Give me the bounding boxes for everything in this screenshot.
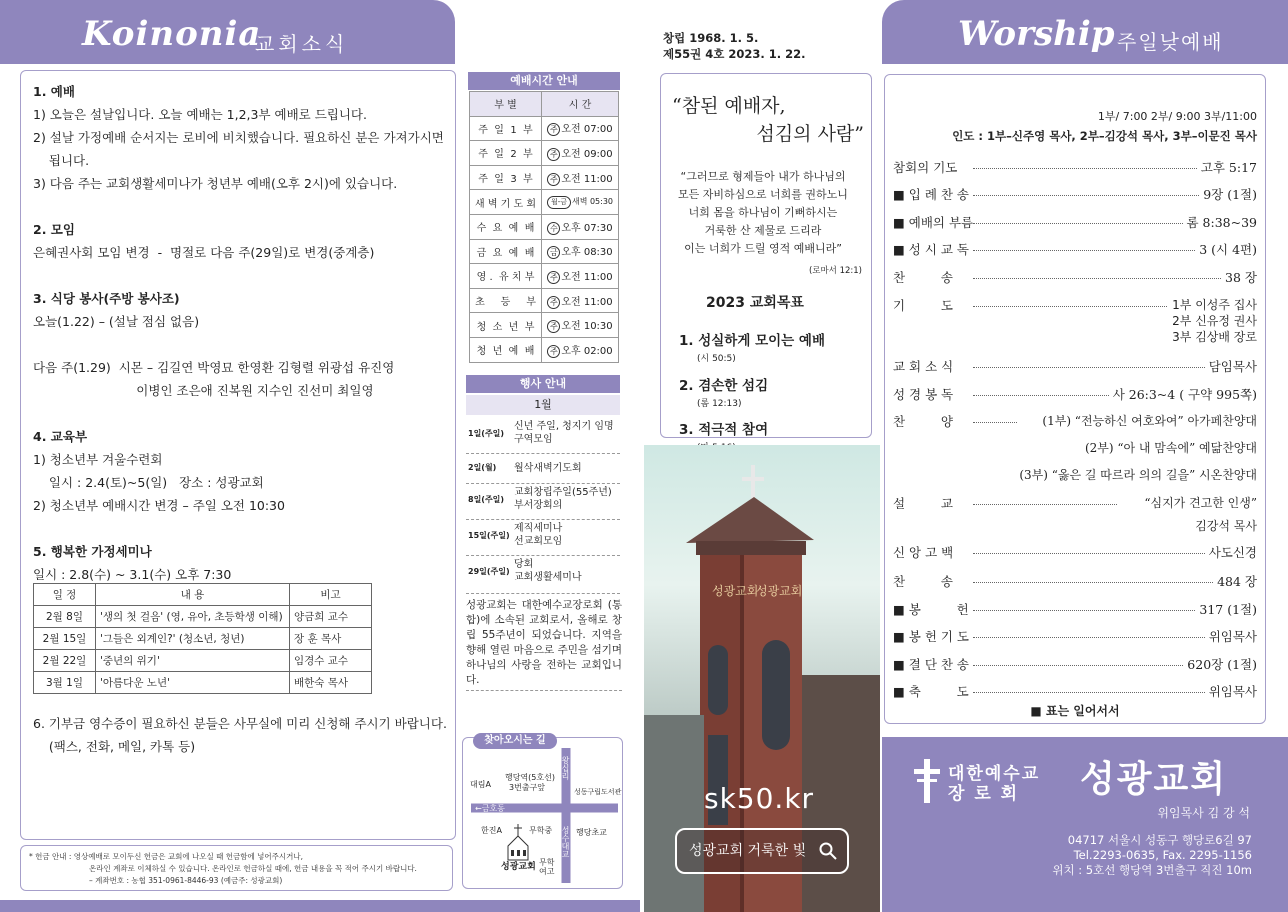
issue-info [663, 30, 805, 62]
cross-logo-icon [912, 759, 942, 803]
order-label: 설 교 [893, 496, 953, 511]
verse-reference: (로마서 12:1) [808, 266, 862, 276]
worship-order-item [893, 627, 1257, 645]
schedule-dept: 영 . 유 치 부 [470, 264, 542, 289]
order-value: 3 (시 4편) [1195, 240, 1257, 258]
worship-order-item [893, 655, 1257, 673]
theme-title [660, 92, 866, 148]
news-section-heading: 1. 예배 [33, 84, 75, 99]
order-label: 기 도 [893, 298, 953, 313]
praise-item: (3부) “옳은 길 따르라 의의 길을” 시온찬양대 [1019, 468, 1257, 482]
news-item: 다음 주(1.29) 시몬 – 김길연 박영묘 한영환 김형렬 위광섭 유진영 [33, 360, 395, 375]
praise-item: (2부) “아 내 맘속에” 예닮찬양대 [1084, 441, 1257, 455]
seminar-row [34, 628, 372, 650]
praise-item: (1부) “전능하신 여호와여” 아가페찬양대 [1042, 414, 1257, 428]
seminar-row [34, 606, 372, 628]
order-value: 롬 8:38~39 [1183, 213, 1258, 231]
event-date: 8일(주일) [468, 495, 505, 504]
church-name: 성광교회 [1080, 759, 1228, 800]
schedule-time-cell [542, 141, 619, 166]
event-line: 신년 주일, 청지기 임명 [514, 421, 614, 432]
tower-sign-right: 성광교회 [756, 584, 803, 598]
directions-title: 찾아오시는 길 [473, 733, 557, 749]
event-date: 1일(주일) [468, 429, 505, 438]
order-value: 9장 (1절) [1199, 185, 1257, 203]
verse-line: 이는 너희가 드릴 영적 예배니라” [684, 242, 842, 255]
event-date: 2일(월) [468, 463, 497, 472]
day-badge-icon: 주 [547, 173, 560, 186]
news-item: 일시 : 2.8(수) ~ 3.1(수) 오후 7:30 [33, 567, 232, 582]
event-row [466, 454, 620, 484]
seminar-date: 2월 15일 [34, 628, 96, 650]
service-leaders: 인도 : 1부–신주영 목사, 2부–김강석 목사, 3부–이문진 목사 [952, 129, 1257, 143]
order-label: ■ 봉 헌 기 도 [893, 629, 970, 644]
news-item: 이병인 조은애 진복원 지수인 진선미 최일영 [33, 383, 374, 398]
event-row [466, 556, 620, 594]
prayer-leader: 3부 김상배 장로 [1172, 330, 1257, 344]
stand-note: ■ 표는 일어서서 [1030, 704, 1120, 718]
divider [466, 690, 622, 691]
schedule-row [470, 116, 619, 141]
schedule-time-cell [542, 214, 619, 239]
order-value: 사 26:3~4 ( 구약 995쪽) [1109, 385, 1257, 403]
news-item: 2) 청소년부 예배시간 변경 – 주일 오전 10:30 [33, 498, 285, 513]
news-item: 3) 다음 주는 교회생활세미나가 청년부 예배(오후 2시)에 있습니다. [33, 176, 398, 191]
goal-item: 3. 적극적 참여 [679, 422, 769, 438]
news-item: 일시 : 2.4(토)~5(일) 장소 : 성광교회 [33, 475, 264, 490]
schedule-dept: 주 일 1 부 [470, 116, 542, 141]
verse-line: “그러므로 형제들아 내가 하나님의 [680, 170, 846, 183]
event-title: 행사 안내 [466, 375, 620, 393]
verse-line: 모든 자비하심으로 너희를 권하노니 [678, 188, 848, 201]
location-line: 위치 : 5호선 행당역 3번출구 직진 10m [1052, 863, 1252, 877]
order-label: 찬 양 [893, 414, 953, 429]
theme-title-line: “참된 예배자, [672, 95, 786, 117]
dot-leader [973, 278, 1257, 279]
event-line: 제직세미나 [514, 523, 563, 534]
order-value: 317 (1절) [1195, 600, 1257, 618]
scripture-verse [660, 168, 866, 258]
event-row [466, 484, 620, 520]
news-section-heading: 4. 교육부 [33, 429, 88, 444]
schedule-row [470, 288, 619, 313]
bottom-strip [0, 900, 640, 912]
worship-order-item [893, 600, 1257, 618]
dot-leader [973, 306, 1167, 307]
order-label: ■ 예배의 부름 [893, 215, 974, 230]
event-line: 선교회모임 [514, 536, 563, 547]
address-line: 04717 서울시 성동구 행당로6길 97 [1067, 833, 1252, 847]
map-label: 왕십리 [561, 756, 570, 780]
day-badge-icon: 주 [547, 271, 560, 284]
goal-title: 2023 교회목표 [706, 295, 804, 311]
goal-item: 1. 성실하게 모이는 예배 [679, 333, 825, 349]
worship-order-item [893, 268, 1257, 286]
schedule-header-dept: 부 별 [470, 92, 542, 117]
prayer-leaders [1172, 297, 1257, 345]
map-label: 성동구립도서관 [574, 788, 622, 796]
koinonia-header [0, 0, 455, 64]
schedule-dept: 금 요 예 배 [470, 239, 542, 264]
event-text [514, 462, 582, 475]
worship-schedule-title: 예배시간 안내 [468, 72, 620, 90]
offering-note [20, 845, 453, 891]
schedule-dept: 주 일 2 부 [470, 141, 542, 166]
worship-order-item [893, 357, 1257, 375]
sermon-title: “심지가 견고한 인생” [1144, 496, 1257, 510]
family-seminar-table [33, 583, 372, 694]
day-badge-icon: 월-금 [547, 196, 571, 209]
seminar-speaker: 양금희 교수 [290, 606, 372, 628]
seminar-topic: '아름다운 노년' [96, 672, 290, 694]
map-label: 성수대교 [561, 826, 570, 858]
goal-ref: (시 50:5) [697, 354, 736, 364]
schedule-dept: 청 년 예 배 [470, 337, 542, 362]
day-badge-icon: 주 [547, 320, 560, 333]
schedule-row [470, 141, 619, 166]
seminar-date: 3월 1일 [34, 672, 96, 694]
verse-line: 너희 몸을 하나님이 기뻐하시는 [688, 206, 838, 219]
dot-leader [973, 422, 1017, 423]
schedule-dept: 초 등 부 [470, 288, 542, 313]
event-text [514, 486, 612, 512]
seminar-date: 2월 8일 [34, 606, 96, 628]
order-label: 신 앙 고 백 [893, 545, 954, 560]
denomination-line: 대한예수교 [948, 764, 1041, 784]
schedule-row [470, 190, 619, 215]
service-times: 1부/ 7:00 2부/ 9:00 3부/11:00 [1097, 110, 1257, 123]
seminar-speaker: 배한숙 목사 [290, 672, 372, 694]
order-label: ■ 입 례 찬 송 [893, 187, 970, 202]
event-line: 월삭새벽기도회 [514, 463, 582, 474]
event-date: 15일(주일) [468, 531, 510, 540]
order-value: 38 장 [1221, 268, 1257, 286]
worship-schedule-table [469, 91, 619, 363]
schedule-time: 오전 11:00 [561, 296, 613, 308]
seminar-topic: '중년의 위기' [96, 650, 290, 672]
offering-note-line: * 헌금 안내 : 영상예배로 모이두신 헌금은 교회에 나오실 때 헌금함에 넣어주시거나, [29, 852, 303, 861]
church-news-title: 교회소식 [255, 32, 349, 56]
order-label: 참회의 기도 [893, 160, 958, 175]
order-value: 620장 (1절) [1183, 655, 1257, 673]
day-badge-icon: 주 [547, 345, 560, 358]
tower-sign-left: 성광교회 [712, 584, 759, 598]
schedule-time: 오전 07:00 [561, 124, 613, 136]
koinonia-script-title: Koinonia [82, 14, 262, 54]
verse-line: 거룩한 산 제물로 드리라 [704, 224, 822, 237]
worship-order-item [893, 213, 1257, 231]
church-address [1052, 833, 1252, 878]
seminar-row [34, 650, 372, 672]
worship-order-item [893, 185, 1257, 203]
sunday-worship-title: 주일낮예배 [1117, 30, 1224, 54]
day-badge-icon: 주 [547, 123, 560, 136]
seminar-topic: '그들은 외계인?' (청소년, 청년) [96, 628, 290, 650]
day-badge-icon: 주 [547, 296, 560, 309]
event-row [466, 520, 620, 556]
news-section-heading: 3. 식당 봉사(주방 봉사조) [33, 291, 180, 306]
map-label: 3번출구앞 [509, 783, 546, 792]
event-text [514, 558, 582, 584]
event-month: 1월 [466, 395, 620, 415]
schedule-time-cell [542, 165, 619, 190]
order-value: 위임목사 [1205, 627, 1257, 645]
seminar-topic: '생의 첫 걸음' (영, 유아, 초등학생 이해) [96, 606, 290, 628]
order-label: 성 경 봉 독 [893, 387, 954, 402]
event-text [514, 420, 614, 446]
order-value: 사도신경 [1205, 543, 1257, 561]
event-line: 구역모임 [514, 434, 553, 445]
schedule-header-time: 시 간 [542, 92, 619, 117]
news-item: 2) 설날 가정예배 순서지는 로비에 비치했습니다. 필요하신 분은 가져가시면 [33, 130, 444, 145]
schedule-time: 오후 02:00 [561, 345, 613, 357]
seminar-row [34, 672, 372, 694]
day-badge-icon: 수 [547, 222, 560, 235]
worship-order-item [893, 158, 1257, 176]
denomination-line: 장 로 회 [948, 784, 1020, 804]
schedule-time: 오전 09:00 [561, 148, 613, 160]
schedule-row [470, 313, 619, 338]
map-label: ←금호동 [475, 804, 505, 813]
order-value: 고후 5:17 [1197, 158, 1257, 176]
church-intro: 성광교회는 대한예수교장로회 (통합)에 소속된 교회로서, 올해로 창립 55주년이 되었습니다. 지역을 향해 열린 마음으로 주민을 섬기며 하나님의 사랑을 전하는 교회입니다. [466, 599, 622, 686]
denomination [948, 764, 1040, 804]
schedule-row [470, 264, 619, 289]
website-url[interactable]: sk50.kr [704, 782, 815, 815]
order-value: 위임목사 [1205, 682, 1257, 700]
schedule-row [470, 165, 619, 190]
schedule-time-cell [542, 190, 619, 215]
worship-order-item [893, 572, 1257, 590]
schedule-dept: 수 요 예 배 [470, 214, 542, 239]
worship-order-item [893, 682, 1257, 700]
schedule-row [470, 214, 619, 239]
prayer-leader: 1부 이성주 집사 [1172, 298, 1257, 312]
search-icon [819, 842, 837, 860]
map-label: 무학여고 [539, 858, 555, 876]
schedule-time: 오후 07:30 [561, 222, 613, 234]
schedule-time-cell [542, 337, 619, 362]
offering-note-line: 온라인 계좌로 이체하실 수 있습니다. 온라인로 헌금하실 때에, 헌금 내용을 꼭 적어 주시기 바랍니다. [89, 864, 417, 873]
schedule-time: 오전 10:30 [561, 321, 613, 333]
news-item: 은혜권사회 모임 변경 - 명절로 다음 주(29일)로 변경(중계층) [33, 245, 375, 260]
goal-item: 2. 겸손한 섬김 [679, 378, 769, 394]
order-value: 담임목사 [1205, 357, 1257, 375]
event-date: 29일(주일) [468, 567, 510, 576]
phone-fax: Tel.2293-0635, Fax. 2295-1156 [1073, 848, 1252, 862]
news-item: 1) 청소년부 겨울수련회 [33, 452, 163, 467]
senior-pastor: 위임목사 김 강 석 [1157, 806, 1250, 820]
offering-note-account: – 계좌번호 : 농협 351-0961-8446-93 (예금주: 성광교회) [89, 876, 283, 885]
issue-number: 제55권 4호 2023. 1. 22. [663, 47, 806, 61]
event-line: 당회 [514, 559, 534, 570]
prayer-leader: 2부 신유정 권사 [1172, 314, 1257, 328]
directions-map [462, 737, 623, 889]
seminar-header-date: 일 정 [34, 584, 96, 606]
map-label: 행당초교 [576, 828, 607, 837]
order-label: 찬 송 [893, 270, 953, 285]
search-box[interactable] [675, 828, 849, 874]
worship-header [882, 0, 1288, 64]
schedule-row [470, 337, 619, 362]
news-item: 오늘(1.22) – (설날 점심 없음) [33, 314, 200, 329]
order-value: 484 장 [1213, 572, 1257, 590]
map-label: 성광교회 [501, 862, 536, 872]
sermon-speaker: 김강석 목사 [1195, 519, 1257, 533]
news-item: 됩니다. [33, 153, 90, 168]
schedule-time-cell [542, 116, 619, 141]
schedule-time-cell [542, 288, 619, 313]
worship-script-title: Worship [958, 14, 1115, 54]
seminar-date: 2월 22일 [34, 650, 96, 672]
news-item: 1) 오늘은 설날입니다. 오늘 예배는 1,2,3부 예배로 드립니다. [33, 107, 367, 122]
order-label: 찬 송 [893, 574, 953, 589]
schedule-time: 오전 11:00 [561, 271, 613, 283]
schedule-row [470, 239, 619, 264]
day-badge-icon: 금 [547, 246, 560, 259]
schedule-time: 오전 11:00 [561, 173, 613, 185]
worship-order-item [893, 543, 1257, 561]
church-info-block [882, 737, 1288, 912]
map-label: 한진A [481, 826, 502, 835]
news-item: 6. 기부금 영수증이 필요하신 분들은 사무실에 미리 신청해 주시기 바랍니다. [33, 716, 447, 731]
dot-leader [973, 504, 1117, 505]
schedule-time-cell [542, 239, 619, 264]
schedule-time: 새벽 05:30 [571, 196, 614, 206]
schedule-dept: 주 일 3 부 [470, 165, 542, 190]
event-line: 부서장회의 [514, 500, 563, 511]
news-section-heading: 5. 행복한 가정세미나 [33, 544, 152, 559]
map-label: 대림A [470, 780, 491, 789]
schedule-time-cell [542, 264, 619, 289]
founded-date: 창립 1968. 1. 5. [663, 31, 759, 45]
seminar-header-note: 비고 [290, 584, 372, 606]
worship-order-item [893, 385, 1257, 403]
order-label: ■ 성 시 교 독 [893, 242, 970, 257]
search-text: 성광교회 거룩한 빛 [689, 843, 807, 859]
schedule-dept: 새 벽 기 도 회 [470, 190, 542, 215]
goal-ref: (롬 12:13) [697, 399, 742, 409]
event-text [514, 522, 562, 548]
schedule-dept: 청 소 년 부 [470, 313, 542, 338]
seminar-speaker: 임경수 교수 [290, 650, 372, 672]
news-section-heading: 2. 모임 [33, 222, 75, 237]
order-label: ■ 봉 헌 [893, 602, 969, 617]
news-item: (팩스, 전화, 메일, 카톡 등) [33, 739, 196, 754]
seminar-header-content: 내 용 [96, 584, 290, 606]
event-line: 교회생활세미나 [514, 572, 582, 583]
seminar-speaker: 장 훈 목사 [290, 628, 372, 650]
order-label: ■ 결 단 찬 송 [893, 657, 970, 672]
theme-title-line: 섬김의 사람” [756, 123, 864, 145]
day-badge-icon: 주 [547, 148, 560, 161]
schedule-time: 오후 08:30 [561, 247, 613, 259]
worship-order-item [893, 240, 1257, 258]
order-label: ■ 축 도 [893, 684, 969, 699]
map-label: 무학중 [529, 826, 553, 835]
event-line: 교회창립주일(55주년) [514, 487, 612, 498]
event-row [466, 418, 620, 454]
order-label: 교 회 소 식 [893, 359, 954, 374]
schedule-time-cell [542, 313, 619, 338]
map-label: 행당역(5호선) [505, 773, 555, 782]
